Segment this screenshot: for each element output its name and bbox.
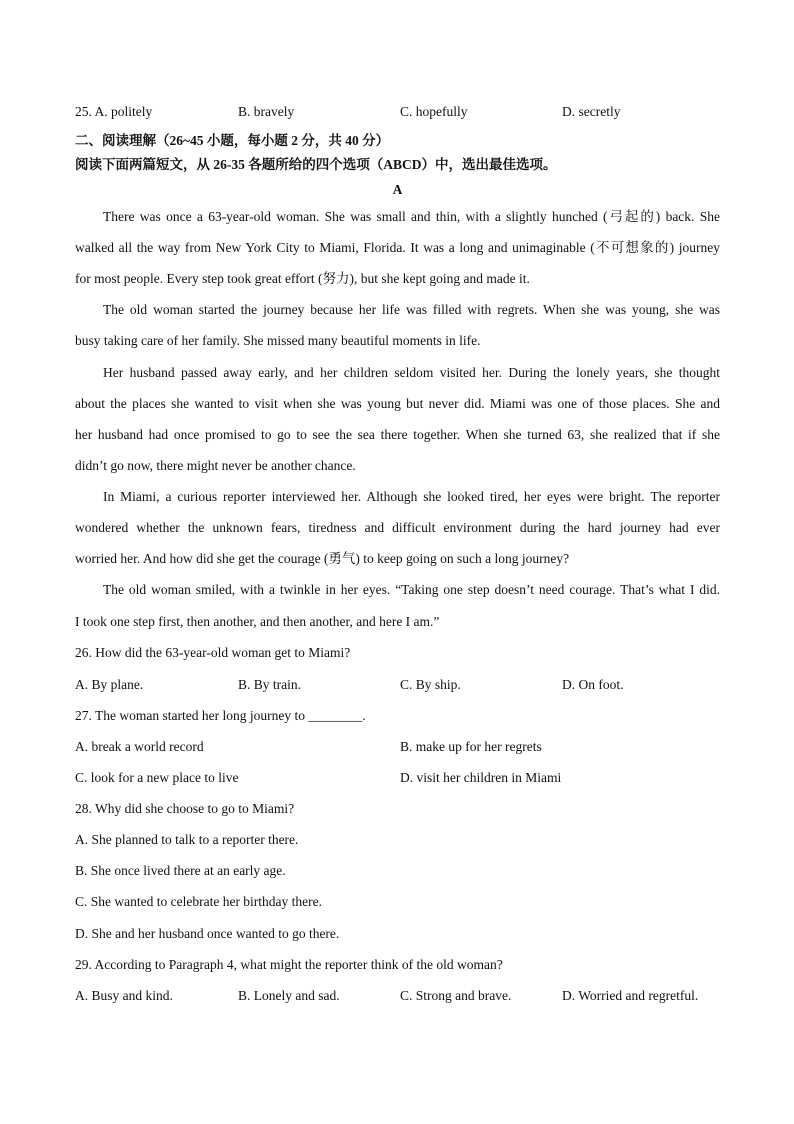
q25-option-d: D. secretly (562, 104, 621, 119)
section-instruction: 阅读下面两篇短文，从 26-35 各题所给的四个选项（ABCD）中，选出最佳选项。 (75, 157, 557, 172)
q26-stem: 26. How did the 63-year-old woman get to Miami? (75, 645, 351, 660)
q26-option-b: B. By train. (238, 677, 301, 692)
q28-stem: 28. Why did she choose to go to Miami? (75, 801, 295, 816)
passage-line: Her husband passed away early, and her children seldom visited her. During the lonely years, she thought (103, 365, 720, 380)
q25-option-a: 25. A. politely (75, 104, 153, 119)
q28-option-c: C. She wanted to celebrate her birthday there. (75, 894, 323, 909)
passage-line: walked all the way from New York City to Miami, Florida. It was a long and unimaginable (不可想象的) journey (75, 240, 720, 255)
q28-option-d: D. She and her husband once wanted to go there. (75, 926, 340, 941)
q29-option-d: D. Worried and regretful. (562, 988, 699, 1003)
q29-stem: 29. According to Paragraph 4, what might the reporter think of the old woman? (75, 957, 503, 972)
q27-option-c: C. look for a new place to live (75, 770, 239, 785)
passage-label: A (392, 182, 403, 197)
passage-line: The old woman started the journey because her life was filled with regrets. When she was young, she was (103, 302, 720, 317)
passage-line: about the places she wanted to visit when she was young but never did. Miami was one of those places. She and (75, 396, 720, 411)
q27-option-a: A. break a world record (75, 739, 204, 754)
passage-line: wondered whether the unknown fears, tiredness and difficult environment during the hard journey had ever (75, 520, 720, 535)
q26-option-d: D. On foot. (562, 677, 624, 692)
passage-line: In Miami, a curious reporter interviewed her. Although she looked tired, her eyes were bright. The reporter (103, 489, 720, 504)
passage-line: The old woman smiled, with a twinkle in her eyes. “Taking one step doesn’t need courage. That’s what I did. (103, 582, 720, 597)
passage-line: busy taking care of her family. She missed many beautiful moments in life. (75, 333, 481, 348)
q29-option-c: C. Strong and brave. (400, 988, 512, 1003)
q29-option-b: B. Lonely and sad. (238, 988, 340, 1003)
section-heading: 二、阅读理解（26~45 小题，每小题 2 分，共 40 分） (75, 133, 390, 148)
passage-line: for most people. Every step took great effort (努力), but she kept going and made it. (75, 271, 530, 286)
passage-line: her husband had once promised to go to see the sea there together. When she turned 63, she realized that if she (75, 427, 720, 442)
q29-option-a: A. Busy and kind. (75, 988, 173, 1003)
q26-option-a: A. By plane. (75, 677, 144, 692)
q25-option-b: B. bravely (238, 104, 295, 119)
q27-option-b: B. make up for her regrets (400, 739, 542, 754)
q28-option-b: B. She once lived there at an early age. (75, 863, 286, 878)
q27-stem: 27. The woman started her long journey to ________. (75, 708, 366, 723)
passage-line: worried her. And how did she get the courage (勇气) to keep going on such a long journey? (75, 551, 570, 566)
q27-option-d: D. visit her children in Miami (400, 770, 562, 785)
q25-option-c: C. hopefully (400, 104, 468, 119)
passage-line: There was once a 63-year-old woman. She was small and thin, with a slightly hunched (弓起的) back. She (103, 209, 720, 224)
passage-line: didn’t go now, there might never be another chance. (75, 458, 356, 473)
passage-line: I took one step first, then another, and then another, and here I am.” (75, 614, 440, 629)
q26-option-c: C. By ship. (400, 677, 461, 692)
q28-option-a: A. She planned to talk to a reporter there. (75, 832, 299, 847)
